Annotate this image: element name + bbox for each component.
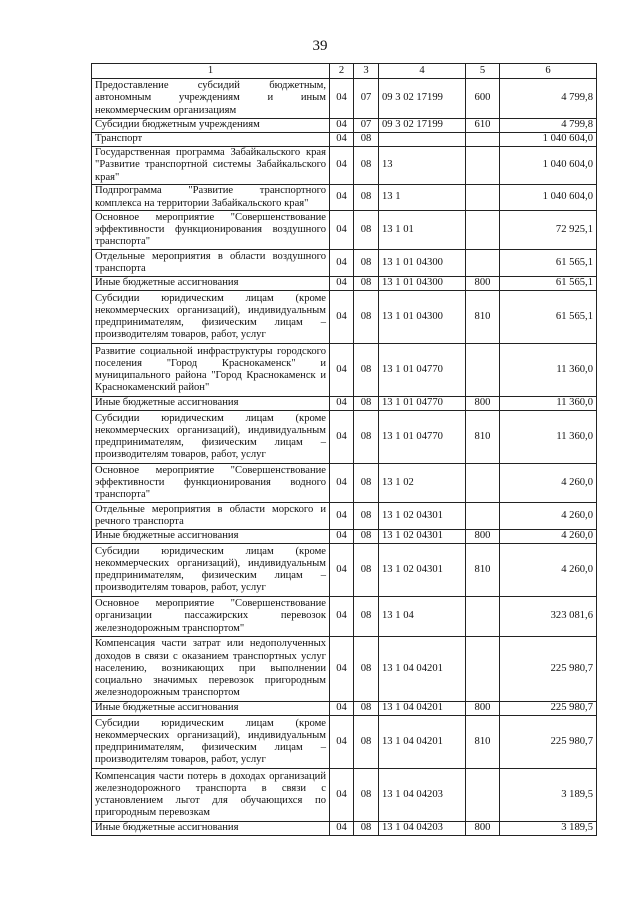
- row-subsection: 08: [354, 503, 379, 530]
- row-target-code: 13 1: [379, 185, 466, 211]
- row-target-code: 13 1 04 04203: [379, 822, 466, 836]
- row-amount: 1 040 604,0: [500, 147, 597, 185]
- row-section: 04: [330, 544, 354, 597]
- row-subsection: 08: [354, 133, 379, 147]
- header-col-3: 3: [354, 64, 379, 79]
- row-subsection: 07: [354, 119, 379, 133]
- row-amount: 225 980,7: [500, 716, 597, 769]
- row-target-code: 13 1 01 04770: [379, 344, 466, 397]
- table-row: [92, 277, 597, 291]
- row-expense-type: [466, 464, 500, 503]
- row-target-code: 13 1 01 04770: [379, 411, 466, 464]
- row-subsection: 08: [354, 211, 379, 250]
- row-expense-type: 810: [466, 411, 500, 464]
- table-row: [92, 147, 597, 185]
- row-amount: 4 260,0: [500, 544, 597, 597]
- table-row: [92, 79, 597, 119]
- row-expense-type: 800: [466, 277, 500, 291]
- row-subsection: 08: [354, 250, 379, 277]
- row-section: 04: [330, 530, 354, 544]
- row-name: Транспорт: [92, 133, 330, 147]
- table-body: [92, 79, 597, 836]
- row-expense-type: 800: [466, 530, 500, 544]
- row-section: 04: [330, 822, 354, 836]
- header-row: [92, 64, 597, 79]
- row-amount: 11 360,0: [500, 344, 597, 397]
- row-expense-type: [466, 250, 500, 277]
- row-name: Иные бюджетные ассигнования: [92, 822, 330, 836]
- row-name: Основное мероприятие "Совершенствование организации пассажирских перевозок железнодорожным транспортом": [92, 597, 330, 637]
- row-amount: 61 565,1: [500, 277, 597, 291]
- row-name: Отдельные мероприятия в области воздушного транспорта: [92, 250, 330, 277]
- row-expense-type: 810: [466, 716, 500, 769]
- row-target-code: 13 1 01 04300: [379, 277, 466, 291]
- row-name: Иные бюджетные ассигнования: [92, 397, 330, 411]
- row-subsection: 08: [354, 344, 379, 397]
- row-section: 04: [330, 185, 354, 211]
- table-row: [92, 716, 597, 769]
- row-target-code: [379, 133, 466, 147]
- row-name: Субсидии юридическим лицам (кроме некоммерческих организаций), индивидуальным предпринимателям, физическим лицам – производителям товаров, работ, услуг: [92, 411, 330, 464]
- row-subsection: 08: [354, 185, 379, 211]
- row-amount: 4 260,0: [500, 503, 597, 530]
- row-section: 04: [330, 79, 354, 119]
- row-name: Основное мероприятие "Совершенствование эффективности функционирования воздушного транспорта": [92, 211, 330, 250]
- row-amount: 61 565,1: [500, 291, 597, 344]
- row-section: 04: [330, 291, 354, 344]
- row-target-code: 13 1 04 04201: [379, 702, 466, 716]
- header-col-6: 6: [500, 64, 597, 79]
- row-amount: 1 040 604,0: [500, 133, 597, 147]
- budget-table: [91, 63, 597, 836]
- table-row: [92, 503, 597, 530]
- table-row: [92, 597, 597, 637]
- row-section: 04: [330, 503, 354, 530]
- table-row: [92, 769, 597, 822]
- row-name: Отдельные мероприятия в области морского и речного транспорта: [92, 503, 330, 530]
- row-section: 04: [330, 147, 354, 185]
- row-subsection: 08: [354, 544, 379, 597]
- row-expense-type: [466, 344, 500, 397]
- row-subsection: 08: [354, 291, 379, 344]
- row-section: 04: [330, 464, 354, 503]
- header-col-1: 1: [92, 64, 330, 79]
- row-target-code: 13 1 04 04203: [379, 769, 466, 822]
- row-target-code: 13 1 02 04301: [379, 530, 466, 544]
- row-target-code: 13 1 04: [379, 597, 466, 637]
- row-name: Иные бюджетные ассигнования: [92, 702, 330, 716]
- row-expense-type: [466, 147, 500, 185]
- row-expense-type: 810: [466, 544, 500, 597]
- row-section: 04: [330, 119, 354, 133]
- header-col-2: 2: [330, 64, 354, 79]
- row-expense-type: [466, 185, 500, 211]
- row-expense-type: [466, 637, 500, 702]
- row-subsection: 08: [354, 277, 379, 291]
- row-expense-type: [466, 503, 500, 530]
- table-row: [92, 637, 597, 702]
- row-amount: 11 360,0: [500, 397, 597, 411]
- row-section: 04: [330, 769, 354, 822]
- row-subsection: 08: [354, 597, 379, 637]
- row-section: 04: [330, 637, 354, 702]
- row-subsection: 08: [354, 702, 379, 716]
- row-amount: 4 260,0: [500, 464, 597, 503]
- row-expense-type: [466, 211, 500, 250]
- row-subsection: 07: [354, 79, 379, 119]
- row-name: Основное мероприятие "Совершенствование эффективности функционирования водного транспорта": [92, 464, 330, 503]
- row-name: Государственная программа Забайкальского края "Развитие транспортной системы Забайкальского края": [92, 147, 330, 185]
- row-section: 04: [330, 411, 354, 464]
- row-name: Иные бюджетные ассигнования: [92, 277, 330, 291]
- table-row: [92, 133, 597, 147]
- row-target-code: 13 1 01 04300: [379, 291, 466, 344]
- row-subsection: 08: [354, 637, 379, 702]
- table-header: [92, 64, 597, 79]
- row-amount: 4 799,8: [500, 119, 597, 133]
- row-target-code: 09 3 02 17199: [379, 119, 466, 133]
- row-section: 04: [330, 211, 354, 250]
- table-row: [92, 464, 597, 503]
- row-target-code: 13: [379, 147, 466, 185]
- row-expense-type: 610: [466, 119, 500, 133]
- row-section: 04: [330, 397, 354, 411]
- row-target-code: 13 1 01 04300: [379, 250, 466, 277]
- row-name: Предоставление субсидий бюджетным, автономным учреждениям и иным некоммерческим организациям: [92, 79, 330, 119]
- row-name: Иные бюджетные ассигнования: [92, 530, 330, 544]
- row-amount: 225 980,7: [500, 637, 597, 702]
- row-subsection: 08: [354, 822, 379, 836]
- row-section: 04: [330, 716, 354, 769]
- row-subsection: 08: [354, 769, 379, 822]
- row-name: Субсидии юридическим лицам (кроме некоммерческих организаций), индивидуальным предпринимателям, физическим лицам – производителям товаров, работ, услуг: [92, 716, 330, 769]
- row-expense-type: 800: [466, 702, 500, 716]
- row-section: 04: [330, 597, 354, 637]
- header-col-5: 5: [466, 64, 500, 79]
- row-amount: 1 040 604,0: [500, 185, 597, 211]
- row-expense-type: 800: [466, 397, 500, 411]
- row-subsection: 08: [354, 411, 379, 464]
- table-row: [92, 530, 597, 544]
- row-section: 04: [330, 133, 354, 147]
- row-name: Подпрограмма "Развитие транспортного комплекса на территории Забайкальского края": [92, 185, 330, 211]
- row-amount: 61 565,1: [500, 250, 597, 277]
- table-row: [92, 702, 597, 716]
- row-amount: 323 081,6: [500, 597, 597, 637]
- row-name: Компенсация части потерь в доходах организаций железнодорожного транспорта в связи с установлением льгот для обучающихся по пригородным перевозкам: [92, 769, 330, 822]
- row-amount: 3 189,5: [500, 769, 597, 822]
- row-target-code: 13 1 01 04770: [379, 397, 466, 411]
- row-subsection: 08: [354, 147, 379, 185]
- row-amount: 3 189,5: [500, 822, 597, 836]
- row-target-code: 13 1 02 04301: [379, 544, 466, 597]
- table-row: [92, 822, 597, 836]
- row-amount: 225 980,7: [500, 702, 597, 716]
- row-expense-type: 810: [466, 291, 500, 344]
- row-section: 04: [330, 250, 354, 277]
- row-section: 04: [330, 702, 354, 716]
- table-row: [92, 397, 597, 411]
- page-number: 39: [312, 38, 328, 54]
- table-row: [92, 291, 597, 344]
- table-row: [92, 411, 597, 464]
- row-name: Развитие социальной инфраструктуры городского поселения "Город Краснокаменск" и муниципального района "Город Краснокаменск и Краснокаменский район": [92, 344, 330, 397]
- row-expense-type: [466, 133, 500, 147]
- table-row: [92, 185, 597, 211]
- table-row: [92, 544, 597, 597]
- row-section: 04: [330, 277, 354, 291]
- row-expense-type: [466, 597, 500, 637]
- table-row: [92, 211, 597, 250]
- row-section: 04: [330, 344, 354, 397]
- row-target-code: 13 1 01: [379, 211, 466, 250]
- row-subsection: 08: [354, 716, 379, 769]
- row-name: Компенсация части затрат или недополученных доходов в связи с оказанием транспортных услуг населению, возникающих при выполнении социально значимых перевозок пригородным железнодорожным транспортом: [92, 637, 330, 702]
- row-subsection: 08: [354, 530, 379, 544]
- header-col-4: 4: [379, 64, 466, 79]
- row-expense-type: 800: [466, 822, 500, 836]
- table-row: [92, 119, 597, 133]
- table-row: [92, 344, 597, 397]
- row-subsection: 08: [354, 464, 379, 503]
- row-expense-type: [466, 769, 500, 822]
- row-subsection: 08: [354, 397, 379, 411]
- row-expense-type: 600: [466, 79, 500, 119]
- row-target-code: 13 1 04 04201: [379, 637, 466, 702]
- row-amount: 4 799,8: [500, 79, 597, 119]
- row-name: Субсидии юридическим лицам (кроме некоммерческих организаций), индивидуальным предпринимателям, физическим лицам – производителям товаров, работ, услуг: [92, 544, 330, 597]
- table-row: [92, 250, 597, 277]
- row-amount: 72 925,1: [500, 211, 597, 250]
- row-name: Субсидии бюджетным учреждениям: [92, 119, 330, 133]
- row-target-code: 13 1 02: [379, 464, 466, 503]
- row-name: Субсидии юридическим лицам (кроме некоммерческих организаций), индивидуальным предпринимателям, физическим лицам – производителям товаров, работ, услуг: [92, 291, 330, 344]
- row-amount: 11 360,0: [500, 411, 597, 464]
- row-amount: 4 260,0: [500, 530, 597, 544]
- row-target-code: 09 3 02 17199: [379, 79, 466, 119]
- row-target-code: 13 1 04 04201: [379, 716, 466, 769]
- row-target-code: 13 1 02 04301: [379, 503, 466, 530]
